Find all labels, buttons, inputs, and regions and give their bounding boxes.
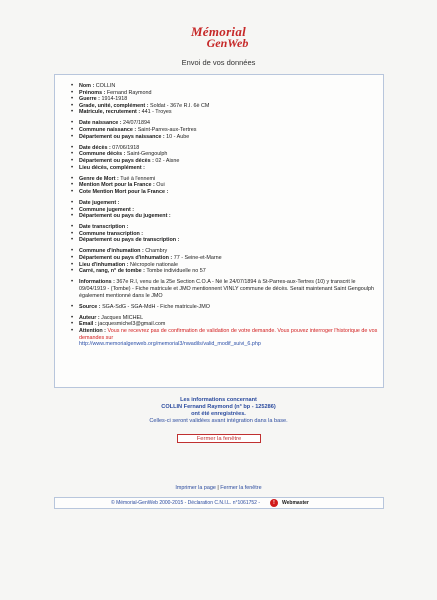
field-item [65, 134, 381, 141]
print-page-link[interactable]: Imprimer la page [175, 485, 216, 491]
field-label: Source : [79, 303, 101, 310]
confirmation-message [0, 397, 437, 425]
field-value: Tombe individuelle no 57 [144, 268, 206, 275]
field-value: SGA-SdG - SGA-MdH - Fiche matricule-JMO [100, 303, 210, 310]
link-separator: | [215, 485, 221, 491]
logo-line-2: GenWeb [206, 36, 249, 50]
field-label: Grade, unité, complément : [79, 102, 149, 109]
field-item [65, 231, 381, 238]
field-item [65, 315, 381, 322]
field-value: 367e R.I, venu de la 25e Section C.O.A - Né le 24/07/1894 à St-Parres-aux-Tertres (10) y transcrit le 09/04/1919 - (Tombe) - Fiche matricule et JMO mentionnent VINLY commune de décès. Serait maintenant Saint Gengoulph également mentionné dans le JMO [79, 279, 374, 299]
field-item [65, 90, 381, 97]
field-label: Département ou pays de transcription : [79, 237, 180, 244]
copyright-text: © Mémorial-GenWeb 2000-2015 - Déclaration C.N.I.L. n°1061752 - [111, 500, 260, 506]
field-label: Mention Mort pour la France : [79, 182, 155, 189]
webmaster-link[interactable]: Webmaster [282, 500, 309, 506]
field-value: Jacques MICHEL [99, 314, 144, 321]
field-value: Chambry [143, 248, 168, 255]
field-item [65, 304, 381, 311]
field-item [65, 321, 381, 328]
field-item [65, 145, 381, 152]
field-item [65, 109, 381, 116]
field-value: Oui [154, 182, 165, 189]
field-label: Département ou pays naissance : [79, 133, 165, 140]
logo-line-1: Mémorial [190, 24, 247, 39]
memorial-genweb-logo [0, 26, 437, 49]
field-item [65, 237, 381, 244]
field-value: 24/07/1894 [121, 120, 151, 127]
field-label: Département ou pays du jugement : [79, 213, 171, 220]
field-value: 441 - Troyes [140, 109, 172, 116]
field-label: Date transcription : [79, 224, 129, 231]
submission-panel [54, 74, 384, 388]
field-value: Saint-Parres-aux-Tertres [136, 127, 197, 134]
field-label: Date décès : [79, 144, 111, 151]
field-label: Nom : [79, 83, 95, 89]
field-item [65, 151, 381, 158]
confirmation-line-1: Les informations concernant [180, 397, 257, 403]
field-value: jacquesmichel3@gmail.com [96, 321, 166, 328]
field-label: Prénoms : [79, 89, 106, 96]
field-value: Nécropole nationale [128, 261, 178, 268]
field-label: Commune décès : [79, 151, 126, 158]
field-value: Saint-Gengoulph [125, 151, 168, 158]
field-label: Guerre : [79, 96, 100, 103]
field-label: Commune transcription : [79, 230, 144, 237]
field-item [65, 103, 381, 110]
field-item [65, 176, 381, 183]
field-label: Date jugement : [79, 199, 120, 206]
field-value: 1914-1918 [99, 96, 128, 103]
field-item [65, 207, 381, 214]
field-value: Soldat - 367e R.I. 6è CM [148, 102, 210, 109]
field-list [65, 83, 381, 348]
field-label: Lieu décès, complément : [79, 164, 145, 171]
field-label: Commune d'inhumation : [79, 248, 144, 255]
close-window-button[interactable]: Fermer la fenêtre [177, 434, 261, 443]
field-label: Matricule, recrutement : [79, 109, 141, 116]
field-value: 77 - Seine-et-Marne [172, 255, 222, 262]
field-label: Lieu d'inhumation : [79, 261, 129, 268]
field-value: 07/06/1918 [110, 144, 140, 151]
history-link[interactable]: http://www.memorialgenweb.org/memorial3/nwadils/valid_modif_suivi_6.php [79, 341, 261, 348]
attention-label: Attention : [79, 327, 106, 334]
field-label: Date naissance : [79, 120, 122, 127]
field-item [65, 224, 381, 231]
field-label: Département ou pays d'inhumation : [79, 255, 173, 262]
bottom-links [0, 485, 437, 491]
field-item [65, 120, 381, 127]
field-value: 02 - Aisne [153, 157, 180, 164]
field-item [65, 165, 381, 172]
field-label: Informations : [79, 279, 115, 286]
field-item [65, 279, 381, 299]
field-item [65, 189, 381, 196]
field-item [65, 213, 381, 220]
close-window-link[interactable]: Fermer la fenêtre [220, 485, 262, 491]
field-label: Auteur : [79, 314, 100, 321]
field-item [65, 96, 381, 103]
confirmation-line-4: Celles-ci seront validées avant intégration dans la base. [149, 418, 288, 424]
footer [54, 497, 384, 509]
field-item [65, 248, 381, 255]
field-label: Cote Mention Mort pour la France : [79, 188, 169, 195]
field-value: Fernand Raymond [105, 89, 152, 96]
field-item [65, 268, 381, 275]
attention-item [65, 328, 381, 348]
field-item [65, 83, 381, 90]
field-label: Genre de Mort : [79, 175, 119, 182]
field-value: 10 - Aube [164, 133, 190, 140]
field-item [65, 200, 381, 207]
field-item [65, 182, 381, 189]
field-item [65, 262, 381, 269]
field-item [65, 127, 381, 134]
confirmation-line-3: ont été enregistrées. [191, 411, 246, 417]
page-title: Envoi de vos données [181, 58, 256, 67]
field-label: Email : [79, 321, 97, 328]
field-item [65, 255, 381, 262]
field-label: Commune naissance : [79, 127, 137, 134]
confirmation-line-2: COLLIN Fernand Raymond (n° bp - 125286) [161, 404, 276, 410]
field-item [65, 158, 381, 165]
attention-warning: Vous ne recevrez pas de confirmation de validation de votre demande. Vous pouvez interroger l'historique de vos demandes sur [79, 327, 378, 341]
field-value: COLLIN [94, 83, 116, 89]
field-label: Département ou pays décès : [79, 157, 154, 164]
field-label: Carré, rang, n° de tombe : [79, 268, 145, 275]
field-label: Commune jugement : [79, 206, 135, 213]
webmaster-alert-icon[interactable]: ! [270, 499, 278, 507]
field-value: Tué à l'ennemi [118, 175, 156, 182]
